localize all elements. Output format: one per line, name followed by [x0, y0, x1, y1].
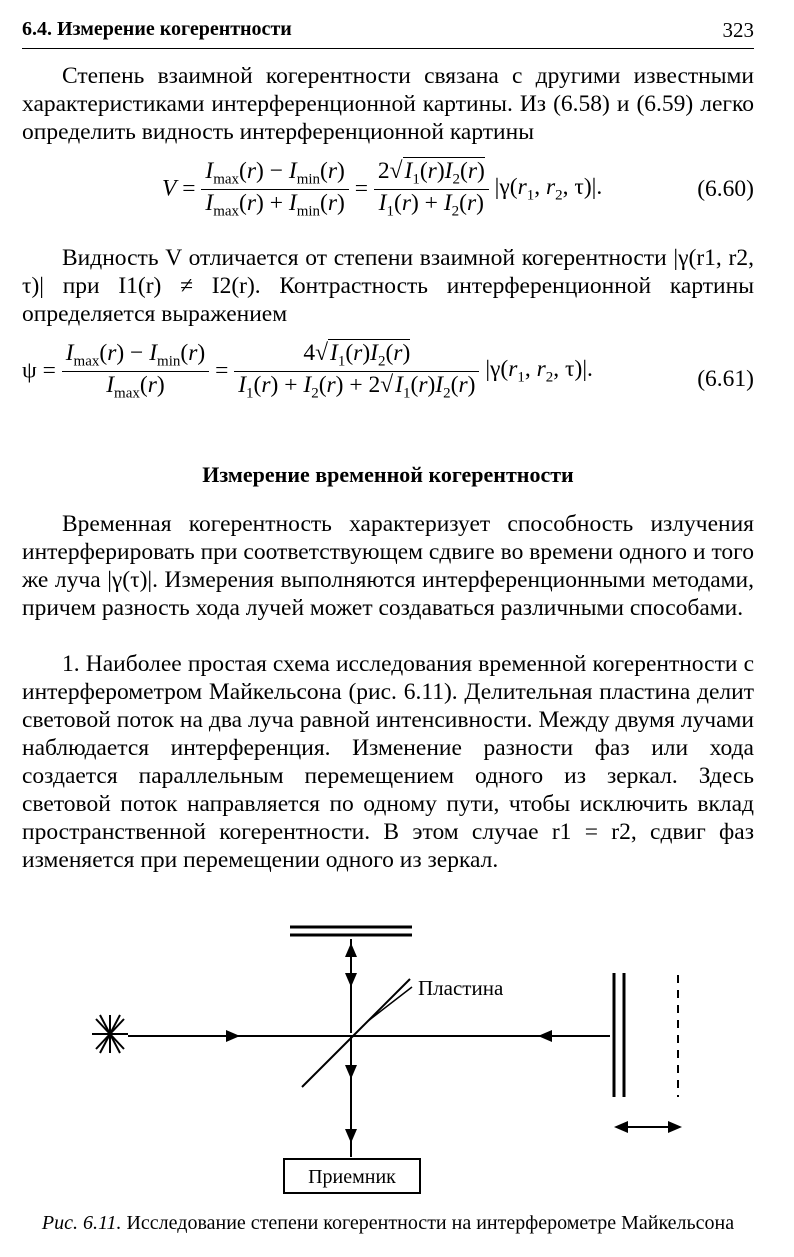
- plate-label: Пластина: [418, 976, 504, 1000]
- receiver-label: Приемник: [308, 1166, 396, 1188]
- caption-text: Исследование степени когерентности на интерферометре Майкельсона: [126, 1212, 735, 1234]
- top-mirror: [290, 927, 412, 935]
- arrow-right-icon: [226, 1030, 240, 1042]
- paragraph-4: 1. Наиболее простая схема исследования временной когерентности с интерферометром Майкельсона (рис. 6.11). Делительная пластина делит световой поток на два луча равной интенсивности. Между двумя лучами наблюдается интерференция. Изменение разности фаз или хода создается параллельным перемещением одного из зеркал. Здесь световой поток направляется по одному пути, чтобы исключить вклад пространственной когерентности. В этом случае r1 = r2, сдвиг фаз изменяется при перемещении одного из зеркал.: [22, 651, 754, 873]
- section-title: Измерение временной когерентности: [202, 462, 574, 487]
- equation-body: V = $\frac{I_{max}(r) - I_{min}(r)}{I_{max}(r) + I_{min}(r)}$ = $\frac{2√I_1(r)I_2(r)}{I_1(r) + I_2(r)}$ $|\gamma(r_1$, $r_2$, τ)|.: [162, 158, 603, 220]
- equation-6-61: [22, 340, 754, 420]
- arrow-left-icon: [538, 1030, 552, 1042]
- figure-caption: [22, 1212, 754, 1235]
- arrow-down-icon: [345, 973, 357, 987]
- paragraph-2: Видность V отличается от степени взаимной когерентности |γ(r1, r2, τ)| при I1(r) ≠ I2(r). Контрастность интерференционной картины определяется выражением: [22, 245, 754, 327]
- equation-number: (6.60): [697, 176, 754, 202]
- michelson-interferometer-diagram: [0, 915, 794, 1205]
- page-number: 323: [722, 18, 754, 42]
- arrow-down-icon: [345, 1065, 357, 1079]
- equation-6-60: [22, 158, 754, 228]
- double-arrow-icon: [614, 1121, 682, 1133]
- arrow-down-icon: [345, 1129, 357, 1143]
- paragraph-1: Степень взаимной когерентности связана с другими известными характеристиками интерференционной картины. Из (6.58) и (6.59) легко определить видность интерференционной картины: [22, 63, 754, 145]
- equation-number: (6.61): [697, 366, 754, 392]
- equation-body: ψ = $\frac{I_{max}(r) - I_{min}(r)}{I_{max}(r)}$ = $\frac{4√I_1(r)I_2(r)}{I_1(r) + I_2(r) + 2√I_1(r)I_2(r)}$ $|\gamma(r_1$, $r_2$, τ)|.: [22, 340, 593, 402]
- plate-label-leader: [368, 987, 412, 1021]
- section-header: 6.4. Измерение когерентности: [22, 18, 292, 40]
- beam-splitter-plate: [302, 979, 410, 1087]
- light-source-icon: [92, 1015, 128, 1053]
- running-head: [22, 14, 754, 49]
- arrow-up-icon: [345, 943, 357, 957]
- movable-mirror: [614, 973, 624, 1097]
- paragraph-3: Временная когерентность характеризует способность излучения интерферировать при соответствующем сдвиге во времени одного и того же луча |γ(τ)|. Измерения выполняются интерференционными методами, причем разность хода лучей может создаваться различными способами.: [22, 511, 754, 621]
- caption-label: Рис. 6.11.: [41, 1212, 122, 1234]
